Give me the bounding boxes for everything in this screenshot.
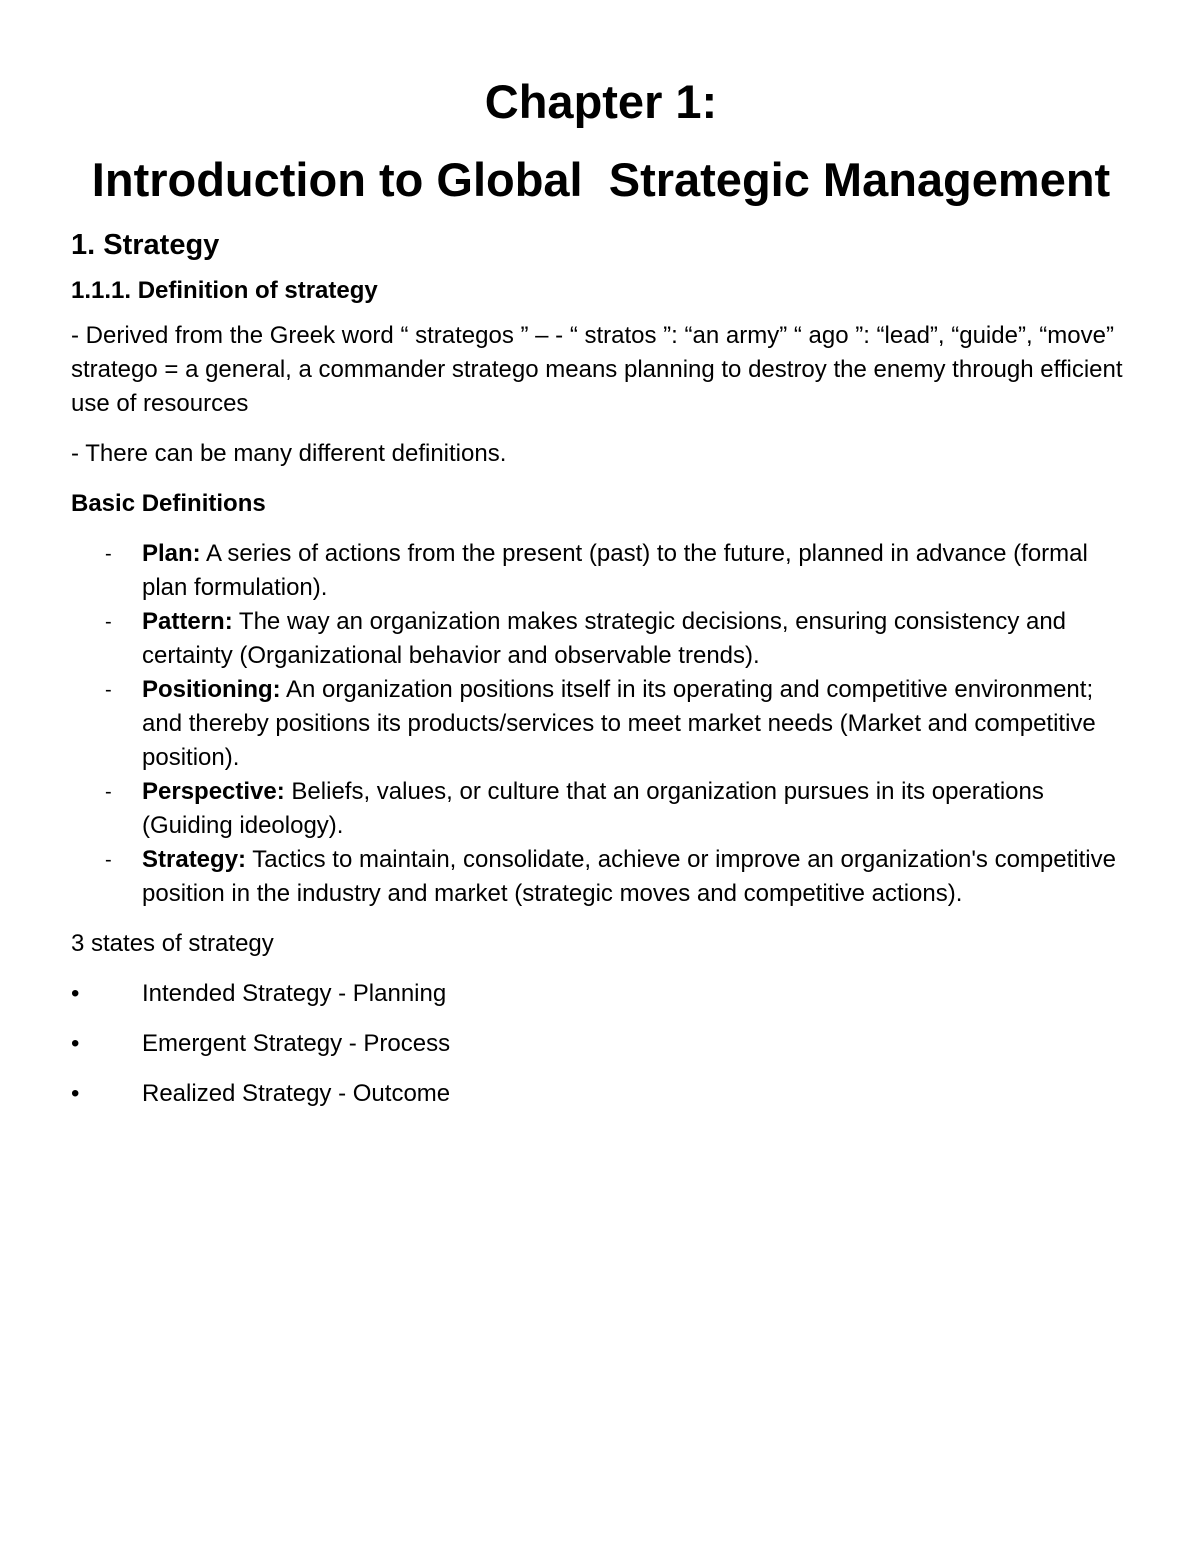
definition-text: A series of actions from the present (past) to the future, planned in advance (formal plan formulation). (142, 540, 1088, 601)
definition-text: Beliefs, values, or culture that an organization pursues in its operations (Guiding ideology). (142, 778, 1044, 839)
chapter-title: Chapter 1: (484, 75, 718, 128)
section-heading: 1. Strategy (71, 229, 220, 261)
list-item (71, 843, 1131, 911)
definition-term: Pattern: (142, 608, 233, 635)
paragraph-definitions-note: - There can be many different definitions. (71, 440, 507, 467)
definition-term: Plan: (142, 540, 201, 567)
subsection-heading: 1.1.1. Definition of strategy (71, 277, 378, 304)
list-item (71, 977, 1131, 1011)
paragraph-origin: - Derived from the Greek word “ strategos ” – - “ stratos ”: “an army” “ ago ”: “lead”, “guide”, “move” stratego = a general, a commander stratego means planning to destroy the enemy through efficient use of resources (71, 322, 1148, 417)
definition-text: The way an organization makes strategic decisions, ensuring consistency and certainty (Organizational behavior and observable trends). (142, 608, 1067, 669)
state-text: Emergent Strategy - Process (142, 1030, 451, 1057)
definition-term: Perspective: (142, 778, 285, 805)
list-item (71, 1077, 1131, 1111)
dash-marker: - (105, 543, 112, 565)
dash-marker: - (105, 781, 112, 803)
bullet-marker: • (71, 1030, 80, 1057)
list-item (71, 1027, 1131, 1061)
state-text: Realized Strategy - Outcome (142, 1080, 451, 1107)
definition-text: Tactics to maintain, consolidate, achieve or improve an organization's competitive position in the industry and market (strategic moves and competitive actions). (142, 846, 1116, 907)
dash-marker: - (105, 679, 112, 701)
basic-definitions-heading: Basic Definitions (71, 490, 266, 517)
definition-term: Positioning: (142, 676, 281, 703)
dash-marker: - (105, 849, 112, 871)
state-text: Intended Strategy - Planning (142, 980, 447, 1007)
definition-term: Strategy: (142, 846, 247, 873)
bullet-marker: • (71, 980, 80, 1007)
document-page (71, 74, 1148, 1127)
list-item (71, 673, 1131, 775)
dash-marker: - (105, 611, 112, 633)
definition-text: An organization positions itself in its operating and competitive environment; and thereby positions its products/services to meet market needs (Market and competitive position). (142, 676, 1096, 771)
list-item (71, 775, 1131, 843)
bullet-marker: • (71, 1080, 80, 1107)
states-heading: 3 states of strategy (71, 930, 274, 957)
states-list (71, 977, 1131, 1111)
list-item (71, 537, 1131, 605)
list-item (71, 605, 1131, 673)
basic-definitions-list (71, 537, 1131, 911)
chapter-subtitle: Introduction to Global Strategic Management (91, 153, 1111, 206)
